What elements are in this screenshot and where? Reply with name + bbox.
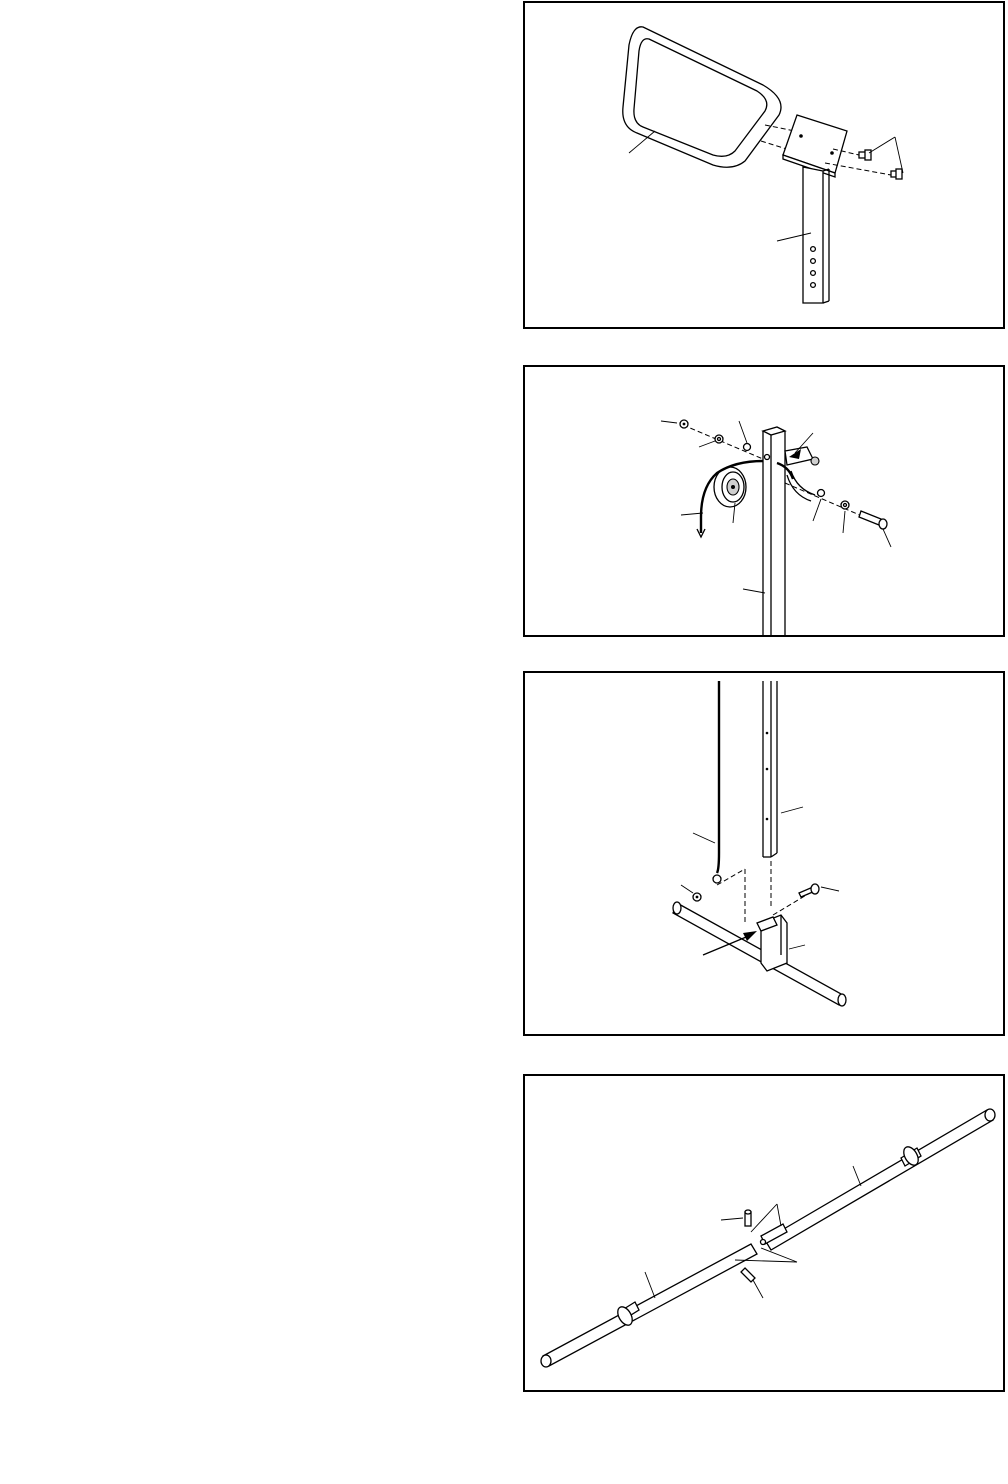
pin-lower <box>741 1268 755 1282</box>
spacer-right <box>818 490 825 497</box>
leader-pin-lower <box>753 1280 763 1298</box>
nut <box>693 893 701 901</box>
washer-left <box>715 435 723 443</box>
leader-tube <box>743 589 765 593</box>
leader-bolt-a <box>869 137 895 153</box>
leader-fan-b <box>777 1204 781 1226</box>
leader-fan-a <box>751 1204 777 1232</box>
figure-3-panel <box>523 671 1005 1036</box>
leader-bar-right <box>853 1166 861 1186</box>
bar-left-section <box>541 1244 757 1367</box>
leader-washer-left <box>699 441 715 447</box>
leader-pin-upper <box>721 1218 743 1220</box>
bolt <box>799 884 819 897</box>
bracket <box>757 915 787 971</box>
figure-4-panel <box>523 1074 1005 1392</box>
backrest-bracket <box>783 115 847 177</box>
leader-tube <box>781 807 803 813</box>
leader-fan-c <box>761 1248 797 1262</box>
cable <box>697 461 793 537</box>
leader-spacer-right <box>813 499 821 521</box>
leader-washer-right <box>843 511 845 533</box>
figure-1-panel <box>523 1 1005 329</box>
pin-upper <box>745 1210 751 1226</box>
figure-3-drawing <box>525 673 1003 1034</box>
bolt-upper <box>859 150 871 160</box>
upright-tube <box>763 681 777 857</box>
backrest-post <box>803 167 829 303</box>
leader-bar-left <box>645 1272 655 1298</box>
figure-4-drawing <box>525 1076 1003 1390</box>
leader-bolt-b <box>895 137 903 173</box>
bar-right-section <box>765 1109 995 1250</box>
leader-cable <box>681 513 703 515</box>
figure-2-panel <box>523 365 1005 637</box>
leader-nut <box>681 885 693 893</box>
washer-right <box>841 501 849 509</box>
leader-cable <box>693 833 715 843</box>
leader-bolt-right <box>883 529 891 547</box>
nut-left <box>680 420 688 428</box>
cable <box>713 681 721 883</box>
leader-bracket <box>789 945 805 949</box>
alignment-line-left <box>683 425 763 459</box>
leader-spacer-left <box>739 421 747 443</box>
leader-nut-left <box>661 421 677 423</box>
upright-tube <box>763 427 785 635</box>
bolt-lower <box>891 169 902 179</box>
leader-bolt <box>821 887 839 891</box>
figure-2-drawing <box>525 367 1003 635</box>
leader-pad <box>629 131 655 153</box>
alignment-line-cable-a <box>717 869 745 885</box>
figure-1-drawing <box>525 3 1003 327</box>
bolt-right <box>859 511 887 529</box>
base-tube <box>673 902 846 1006</box>
backrest-pad <box>623 27 781 167</box>
spacer-left <box>744 444 751 451</box>
